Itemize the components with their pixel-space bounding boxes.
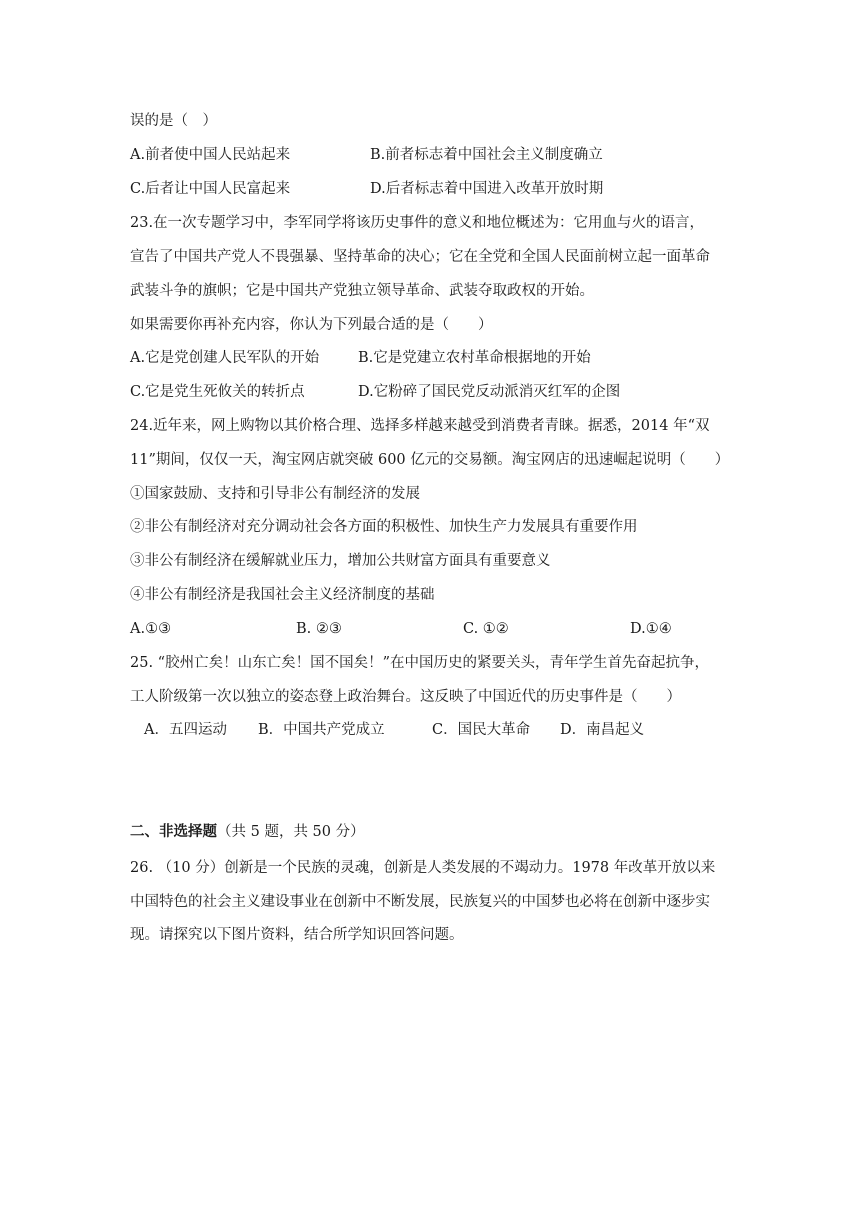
q23-option-b: B.它是党建立农村革命根据地的开始 [358, 350, 591, 366]
q24-option-a: A.①③ [130, 621, 172, 637]
q23-line-1: 23.在一次专题学习中，李军同学将该历史事件的意义和地位概述为：它用血与火的语言， [130, 215, 705, 231]
q25-option-b: B．中国共产党成立 [258, 722, 385, 738]
section-2-note: （共 5 题，共 50 分） [217, 824, 365, 840]
q23-option-d: D.它粉碎了国民党反动派消灭红军的企图 [358, 384, 621, 400]
q23-line-4: 如果需要你再补充内容，你认为下列最合适的是（ ） [130, 317, 493, 333]
q24-line-1: 24.近年来，网上购物以其价格合理、选择多样越来越受到消费者青睐。据悉，2014 年“双 [130, 418, 710, 434]
q24-line-2: 11”期间，仅仅一天，淘宝网店就突破 600 亿元的交易额。淘宝网店的迅速崛起说明（ ） [130, 452, 730, 468]
section-2-title: 二、非选择题 [130, 823, 217, 840]
q24-option-c: C. ①② [463, 621, 509, 637]
q25-option-a: A．五四运动 [144, 722, 227, 738]
q26-line-1: 26. （10 分）创新是一个民族的灵魂，创新是人类发展的不竭动力。1978 年改革开放以来 [130, 860, 716, 876]
q23-line-2: 宣告了中国共产党人不畏强暴、坚持革命的决心；它在全党和全国人民面前树立起一面革命 [130, 249, 710, 265]
q23-option-a: A.它是党创建人民军队的开始 [130, 350, 320, 366]
q24-line-4: ②非公有制经济对充分调动社会各方面的积极性、加快生产力发展具有重要作用 [130, 519, 638, 535]
q22-option-a: A.前者使中国人民站起来 [130, 147, 291, 163]
q24-line-6: ④非公有制经济是我国社会主义经济制度的基础 [130, 587, 435, 603]
q23-line-3: 武装斗争的旗帜；它是中国共产党独立领导革命、武装夺取政权的开始。 [130, 283, 594, 299]
q25-line-1: 25. “胶州亡矣！山东亡矣！国不国矣！”在中国历史的紧要关头，青年学生首先奋起抗争， [130, 655, 709, 671]
q25-option-c: C．国民大革命 [432, 722, 531, 738]
q25-line-2: 工人阶级第一次以独立的姿态登上政治舞台。这反映了中国近代的历史事件是（ ） [130, 689, 681, 705]
q24-line-5: ③非公有制经济在缓解就业压力，增加公共财富方面具有重要意义 [130, 553, 551, 569]
q26-line-2: 中国特色的社会主义建设事业在创新中不断发展，民族复兴的中国梦也必将在创新中逐步实 [130, 894, 710, 910]
q23-option-c: C.它是党生死攸关的转折点 [130, 384, 305, 400]
q22-option-b: B.前者标志着中国社会主义制度确立 [370, 147, 603, 163]
q24-option-b: B. ②③ [296, 621, 342, 637]
q22-tail: 误的是（ ） [130, 113, 217, 129]
q22-option-d: D.后者标志着中国进入改革开放时期 [370, 181, 604, 197]
q25-option-d: D．南昌起义 [560, 722, 645, 738]
q24-option-d: D.①④ [630, 621, 672, 637]
section-2-heading [130, 822, 365, 842]
q22-option-c: C.后者让中国人民富起来 [130, 181, 291, 197]
q26-line-3: 现。请探究以下图片资料，结合所学知识回答问题。 [130, 927, 464, 943]
q24-line-3: ①国家鼓励、支持和引导非公有制经济的发展 [130, 486, 420, 502]
